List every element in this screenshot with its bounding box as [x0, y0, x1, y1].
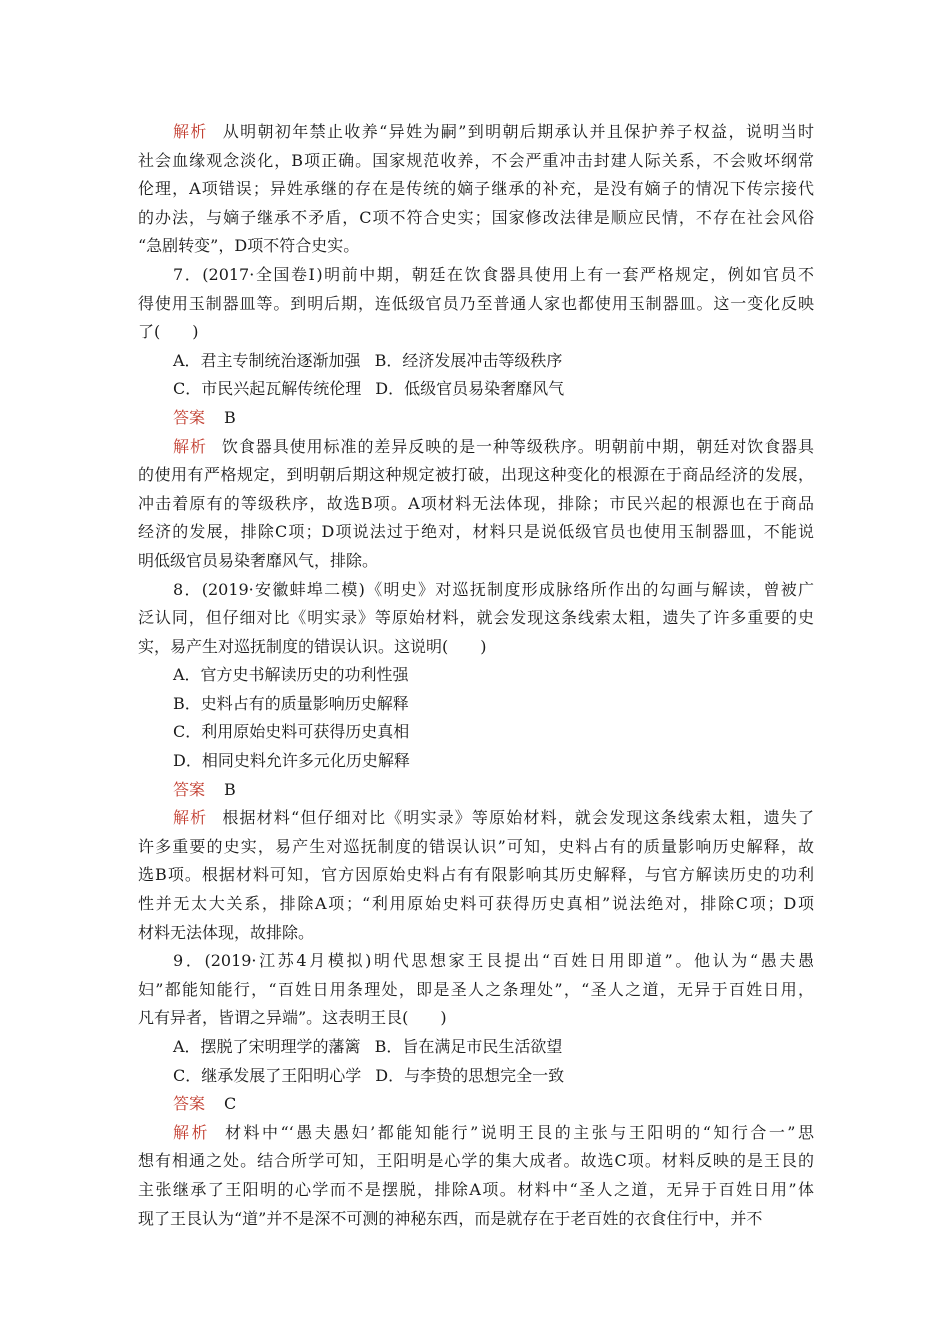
explanation-line: [138, 804, 814, 833]
options-row: [138, 347, 814, 376]
explanation-line: [138, 861, 814, 890]
line-text: 泛认同，但仔细对比《明实录》等原始材料，就会发现这条线索太粗，遗失了许多重要的史: [138, 608, 814, 628]
line-text: 性并无太大关系，排除A项；“利用原始史料可获得历史真相”说法绝对，排除C项；D项: [138, 894, 814, 914]
line-text: 饮食器具使用标准的差异反映的是一种等级秩序。明朝前中期，朝廷对饮食器具: [221, 436, 814, 456]
question-line: [138, 290, 814, 319]
question-line: [138, 633, 814, 662]
options-row: [138, 718, 814, 747]
explanation-tag: 解析: [173, 1122, 210, 1142]
options-row: [138, 1033, 814, 1062]
answer-option: B．史料占有的质量影响历史解释: [173, 693, 409, 713]
line-text: 9．(2019·江苏4月模拟)明代思想家王艮提出“百姓日用即道”。他认为“愚夫愚: [173, 951, 814, 971]
answer-option: C．利用原始史料可获得历史真相: [173, 722, 410, 742]
line-text: 伦理，A项错误；异姓承继的存在是传统的嫡子继承的补充，是没有嫡子的情况下传宗接代: [138, 179, 814, 199]
explanation-tag: 解析: [173, 808, 208, 828]
line-text: 8．(2019·安徽蚌埠二模)《明史》对巡抚制度形成脉络所作出的勾画与解读，曾被广: [173, 579, 814, 599]
question-line: [138, 976, 814, 1005]
explanation-line: [138, 547, 814, 576]
explanation-line: [138, 147, 814, 176]
answer-tag: 答案: [173, 779, 206, 799]
explanation-line: [138, 461, 814, 490]
explanation-line: [138, 1119, 814, 1148]
options-row: [138, 375, 814, 404]
answer-value: B: [224, 779, 236, 799]
line-text: 选B项。根据材料可知，官方因原始史料占有有限影响其历史解释，与官方解读历史的功利: [138, 865, 814, 885]
answer-line: [138, 776, 814, 805]
answer-option: A．官方史书解读历史的功利性强: [173, 665, 409, 685]
answer-line: [138, 1090, 814, 1119]
line-text: 实，易产生对巡抚制度的错误认识。这说明( ): [138, 636, 487, 656]
line-text: 根据材料“但仔细对比《明实录》等原始材料，就会发现这条线索太粗，遗失了: [222, 808, 814, 828]
line-text: 现了王艮认为“道”并不是深不可测的神秘东西，而是就存在于老百姓的衣食住行中，并不: [138, 1208, 763, 1228]
line-text: 妇”都能知能行，“百姓日用条理处，即是圣人之条理处”，“圣人之道，无异于百姓日用，: [138, 979, 814, 999]
answer-option: D．相同史料允许多元化历史解释: [173, 751, 410, 771]
line-text: 明低级官员易染奢靡风气，排除。: [138, 550, 379, 570]
explanation-line: [138, 1147, 814, 1176]
question-line: [138, 947, 814, 976]
question-line: [138, 604, 814, 633]
line-text: 经济的发展，排除C项；D项说法过于绝对，材料只是说低级官员也使用玉制器皿，不能说: [138, 522, 814, 542]
question-line: [138, 318, 814, 347]
options-row: [138, 1062, 814, 1091]
question-line: [138, 576, 814, 605]
options-row: [138, 690, 814, 719]
explanation-line: [138, 204, 814, 233]
line-text: 了( ): [138, 322, 199, 342]
explanation-line: [138, 919, 814, 948]
answer-option: D．与李贽的思想完全一致: [375, 1065, 565, 1085]
line-text: 的使用有严格规定，到明朝后期这种规定被打破，出现这种变化的根源在于商品经济的发展，: [138, 465, 814, 485]
answer-option: D．低级官员易染奢靡风气: [375, 379, 565, 399]
answer-tag: 答案: [173, 407, 206, 427]
explanation-line: [138, 518, 814, 547]
answer-option: B．旨在满足市民生活欲望: [374, 1037, 563, 1056]
line-text: 想有相通之处。结合所学可知，王阳明是心学的集大成者。故选C项。材料反映的是王艮的: [138, 1151, 814, 1171]
answer-value: C: [224, 1094, 237, 1114]
answer-option: B．经济发展冲击等级秩序: [374, 350, 563, 370]
explanation-line: [138, 232, 814, 261]
answer-tag: 答案: [173, 1094, 206, 1114]
answer-value: B: [224, 407, 236, 427]
line-text: “急剧转变”，D项不符合史实。: [138, 236, 360, 256]
line-text: 从明朝初年禁止收养“异姓为嗣”到明朝后期承认并且保护养子权益，说明当时: [222, 122, 814, 141]
explanation-line: [138, 490, 814, 519]
line-text: 材料无法体现，故排除。: [138, 922, 315, 942]
explanation-line: [138, 433, 814, 462]
line-text: 主张继承了王阳明的心学而不是摆脱，排除A项。材料中“圣人之道，无异于百姓日用”体: [138, 1179, 814, 1199]
line-text: 得使用玉制器皿等。到明后期，连低级官员乃至普通人家也都使用玉制器皿。这一变化反映: [138, 293, 814, 313]
answer-option: A．摆脱了宋明理学的藩篱: [173, 1037, 361, 1056]
answer-line: [138, 404, 814, 433]
explanation-line: [138, 175, 814, 204]
line-text: 材料中“‘愚夫愚妇’都能知能行”说明王艮的主张与王阳明的“知行合一”思: [224, 1122, 814, 1142]
answer-option: A．君主专制统治逐渐加强: [173, 350, 361, 370]
question-line: [138, 261, 814, 290]
answer-option: C．市民兴起瓦解传统伦理: [173, 379, 362, 399]
explanation-line: [138, 890, 814, 919]
options-row: [138, 661, 814, 690]
explanation-line: [138, 118, 814, 147]
explanation-tag: 解析: [173, 122, 208, 141]
explanation-line: [138, 1176, 814, 1205]
options-row: [138, 747, 814, 776]
line-text: 社会血缘观念淡化，B项正确。国家规范收养，不会严重冲击封建人际关系，不会败坏纲常: [138, 150, 814, 170]
explanation-line: [138, 1205, 814, 1234]
line-text: 冲击着原有的等级秩序，故选B项。A项材料无法体现，排除；市民兴起的根源也在于商品: [138, 493, 814, 513]
question-line: [138, 1004, 814, 1033]
document-page: [138, 118, 814, 1233]
explanation-tag: 解析: [173, 436, 207, 456]
line-text: 7．(2017·全国卷Ⅰ)明前中期，朝廷在饮食器具使用上有一套严格规定，例如官员不: [173, 264, 814, 284]
explanation-line: [138, 833, 814, 862]
answer-option: C．继承发展了王阳明心学: [173, 1065, 362, 1085]
line-text: 许多重要的史实，易产生对巡抚制度的错误认识”可知，史料占有的质量影响历史解释，故: [138, 836, 814, 856]
line-text: 的办法，与嫡子继承不矛盾，C项不符合史实；国家修改法律是顺应民情，不存在社会风俗: [138, 207, 814, 227]
line-text: 凡有异者，皆谓之异端”。这表明王艮( ): [138, 1008, 447, 1028]
